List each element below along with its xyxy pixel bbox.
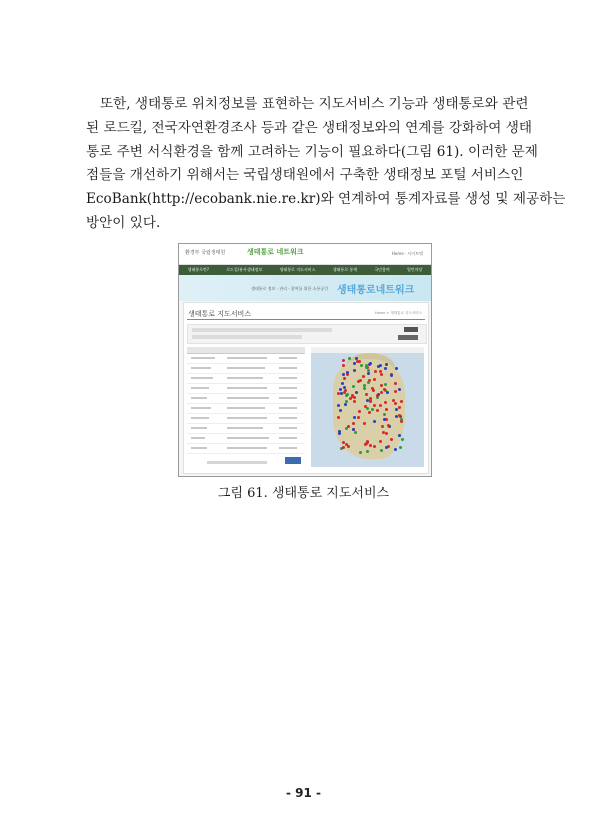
paragraph-line: EcoBank(http://ecobank.nie.re.kr)와 연계하여 통계자료를 생성 및 제공하는 — [86, 191, 566, 208]
paragraph-line: 점들을 개선하기 위해서는 국립생태원에서 구축한 생태정보 포털 서비스인 — [86, 167, 524, 184]
map-marker — [342, 359, 345, 362]
breadcrumb: Home > 생태통로 지도서비스 — [374, 311, 422, 315]
table-row — [187, 414, 305, 424]
map-marker — [398, 414, 401, 417]
table-row — [187, 364, 305, 374]
table-row — [187, 374, 305, 384]
reset-button — [398, 335, 418, 340]
figure-screenshot — [178, 243, 432, 477]
map-marker — [382, 431, 385, 434]
map-marker — [355, 391, 358, 394]
map-marker — [371, 408, 374, 411]
map-marker — [398, 434, 401, 437]
map-marker — [358, 360, 361, 363]
paragraph-line: 통로 주변 서식환경을 함께 고려하는 기능이 필요하다(그림 61). 이러한 문제 — [86, 143, 538, 160]
nav-item: 국민참여 — [374, 267, 390, 272]
page-number: - 91 - — [285, 786, 321, 800]
map-marker — [380, 384, 383, 387]
table-row — [187, 354, 305, 364]
table-row — [187, 394, 305, 404]
map-marker — [341, 382, 344, 385]
body-paragraph — [86, 93, 566, 236]
map-marker — [362, 375, 365, 378]
map-marker — [373, 420, 376, 423]
portal-content — [183, 302, 429, 474]
map-marker — [381, 425, 384, 428]
map-marker — [394, 448, 397, 451]
map-marker — [342, 364, 345, 367]
map-marker — [353, 362, 356, 365]
nav-item: 열린마당 — [406, 267, 423, 272]
map-marker — [343, 377, 346, 380]
paragraph-line: 된 로드킬, 전국자연환경조사 등과 같은 생태정보와의 연계를 강화하여 생태 — [86, 119, 532, 136]
map-marker — [399, 446, 402, 449]
pagination — [207, 461, 267, 464]
heading-divider — [187, 319, 425, 320]
portal-top-links: Home · 사이트맵 — [391, 251, 423, 256]
map-marker — [394, 390, 397, 393]
map-marker — [364, 443, 367, 446]
search-panel — [187, 324, 427, 344]
map-marker — [394, 402, 397, 405]
figure-caption: 그림 61. 생태통로 지도서비스 — [217, 486, 390, 501]
map-marker — [401, 438, 404, 441]
map-marker — [353, 369, 356, 372]
map-marker — [367, 381, 370, 384]
map-marker — [385, 408, 388, 411]
paragraph-line: 또한, 생태통로 위치정보를 표현하는 지도서비스 기능과 생태통로와 관련 — [100, 96, 529, 112]
table-header — [187, 347, 305, 354]
korea-map — [311, 347, 424, 467]
map-marker — [400, 400, 403, 403]
portal-logo: 환경부 국립생태원 — [185, 250, 226, 256]
table-row — [187, 384, 305, 394]
nav-item: 생태통로 통계 — [332, 267, 358, 272]
portal-name: 생태통로 네트워크 — [247, 248, 304, 256]
result-table — [187, 347, 305, 467]
map-marker — [369, 400, 372, 403]
table-row — [187, 444, 305, 454]
nav-item: 로드킬/유사생태정보 — [226, 267, 263, 272]
nav-item: 생태통로란? — [187, 267, 210, 272]
paragraph-line: 방안이 있다. — [86, 214, 161, 231]
banner-title: 생태통로네트워크 — [337, 285, 415, 296]
portal-banner — [179, 275, 431, 301]
table-row — [187, 424, 305, 434]
map-marker — [395, 367, 398, 370]
service-heading: 생태통로 지도서비스 — [188, 310, 252, 318]
map-marker — [387, 424, 390, 427]
map-marker — [367, 372, 370, 375]
register-button — [285, 457, 301, 464]
map-marker — [339, 388, 342, 391]
map-marker — [352, 428, 355, 431]
map-marker — [384, 367, 387, 370]
nav-item: 생태통로 지도서비스 — [279, 267, 316, 272]
map-marker — [339, 409, 342, 412]
map-marker — [344, 389, 347, 392]
map-marker — [369, 444, 372, 447]
map-marker — [354, 431, 357, 434]
search-row — [192, 328, 332, 332]
portal-nav — [179, 265, 431, 275]
map-marker — [352, 422, 355, 425]
map-marker — [344, 403, 347, 406]
search-row — [192, 335, 302, 339]
banner-subtitle: 생태통로 정보 · 관리 · 참여를 위한 소통공간 — [251, 286, 329, 291]
portal-header — [179, 244, 431, 265]
map-marker — [353, 400, 356, 403]
map-marker — [384, 383, 387, 386]
map-marker — [342, 446, 345, 449]
map-marker — [337, 404, 340, 407]
search-button — [404, 327, 418, 332]
map-marker — [373, 404, 376, 407]
map-marker — [357, 416, 360, 419]
table-row — [187, 434, 305, 444]
table-row — [187, 404, 305, 414]
